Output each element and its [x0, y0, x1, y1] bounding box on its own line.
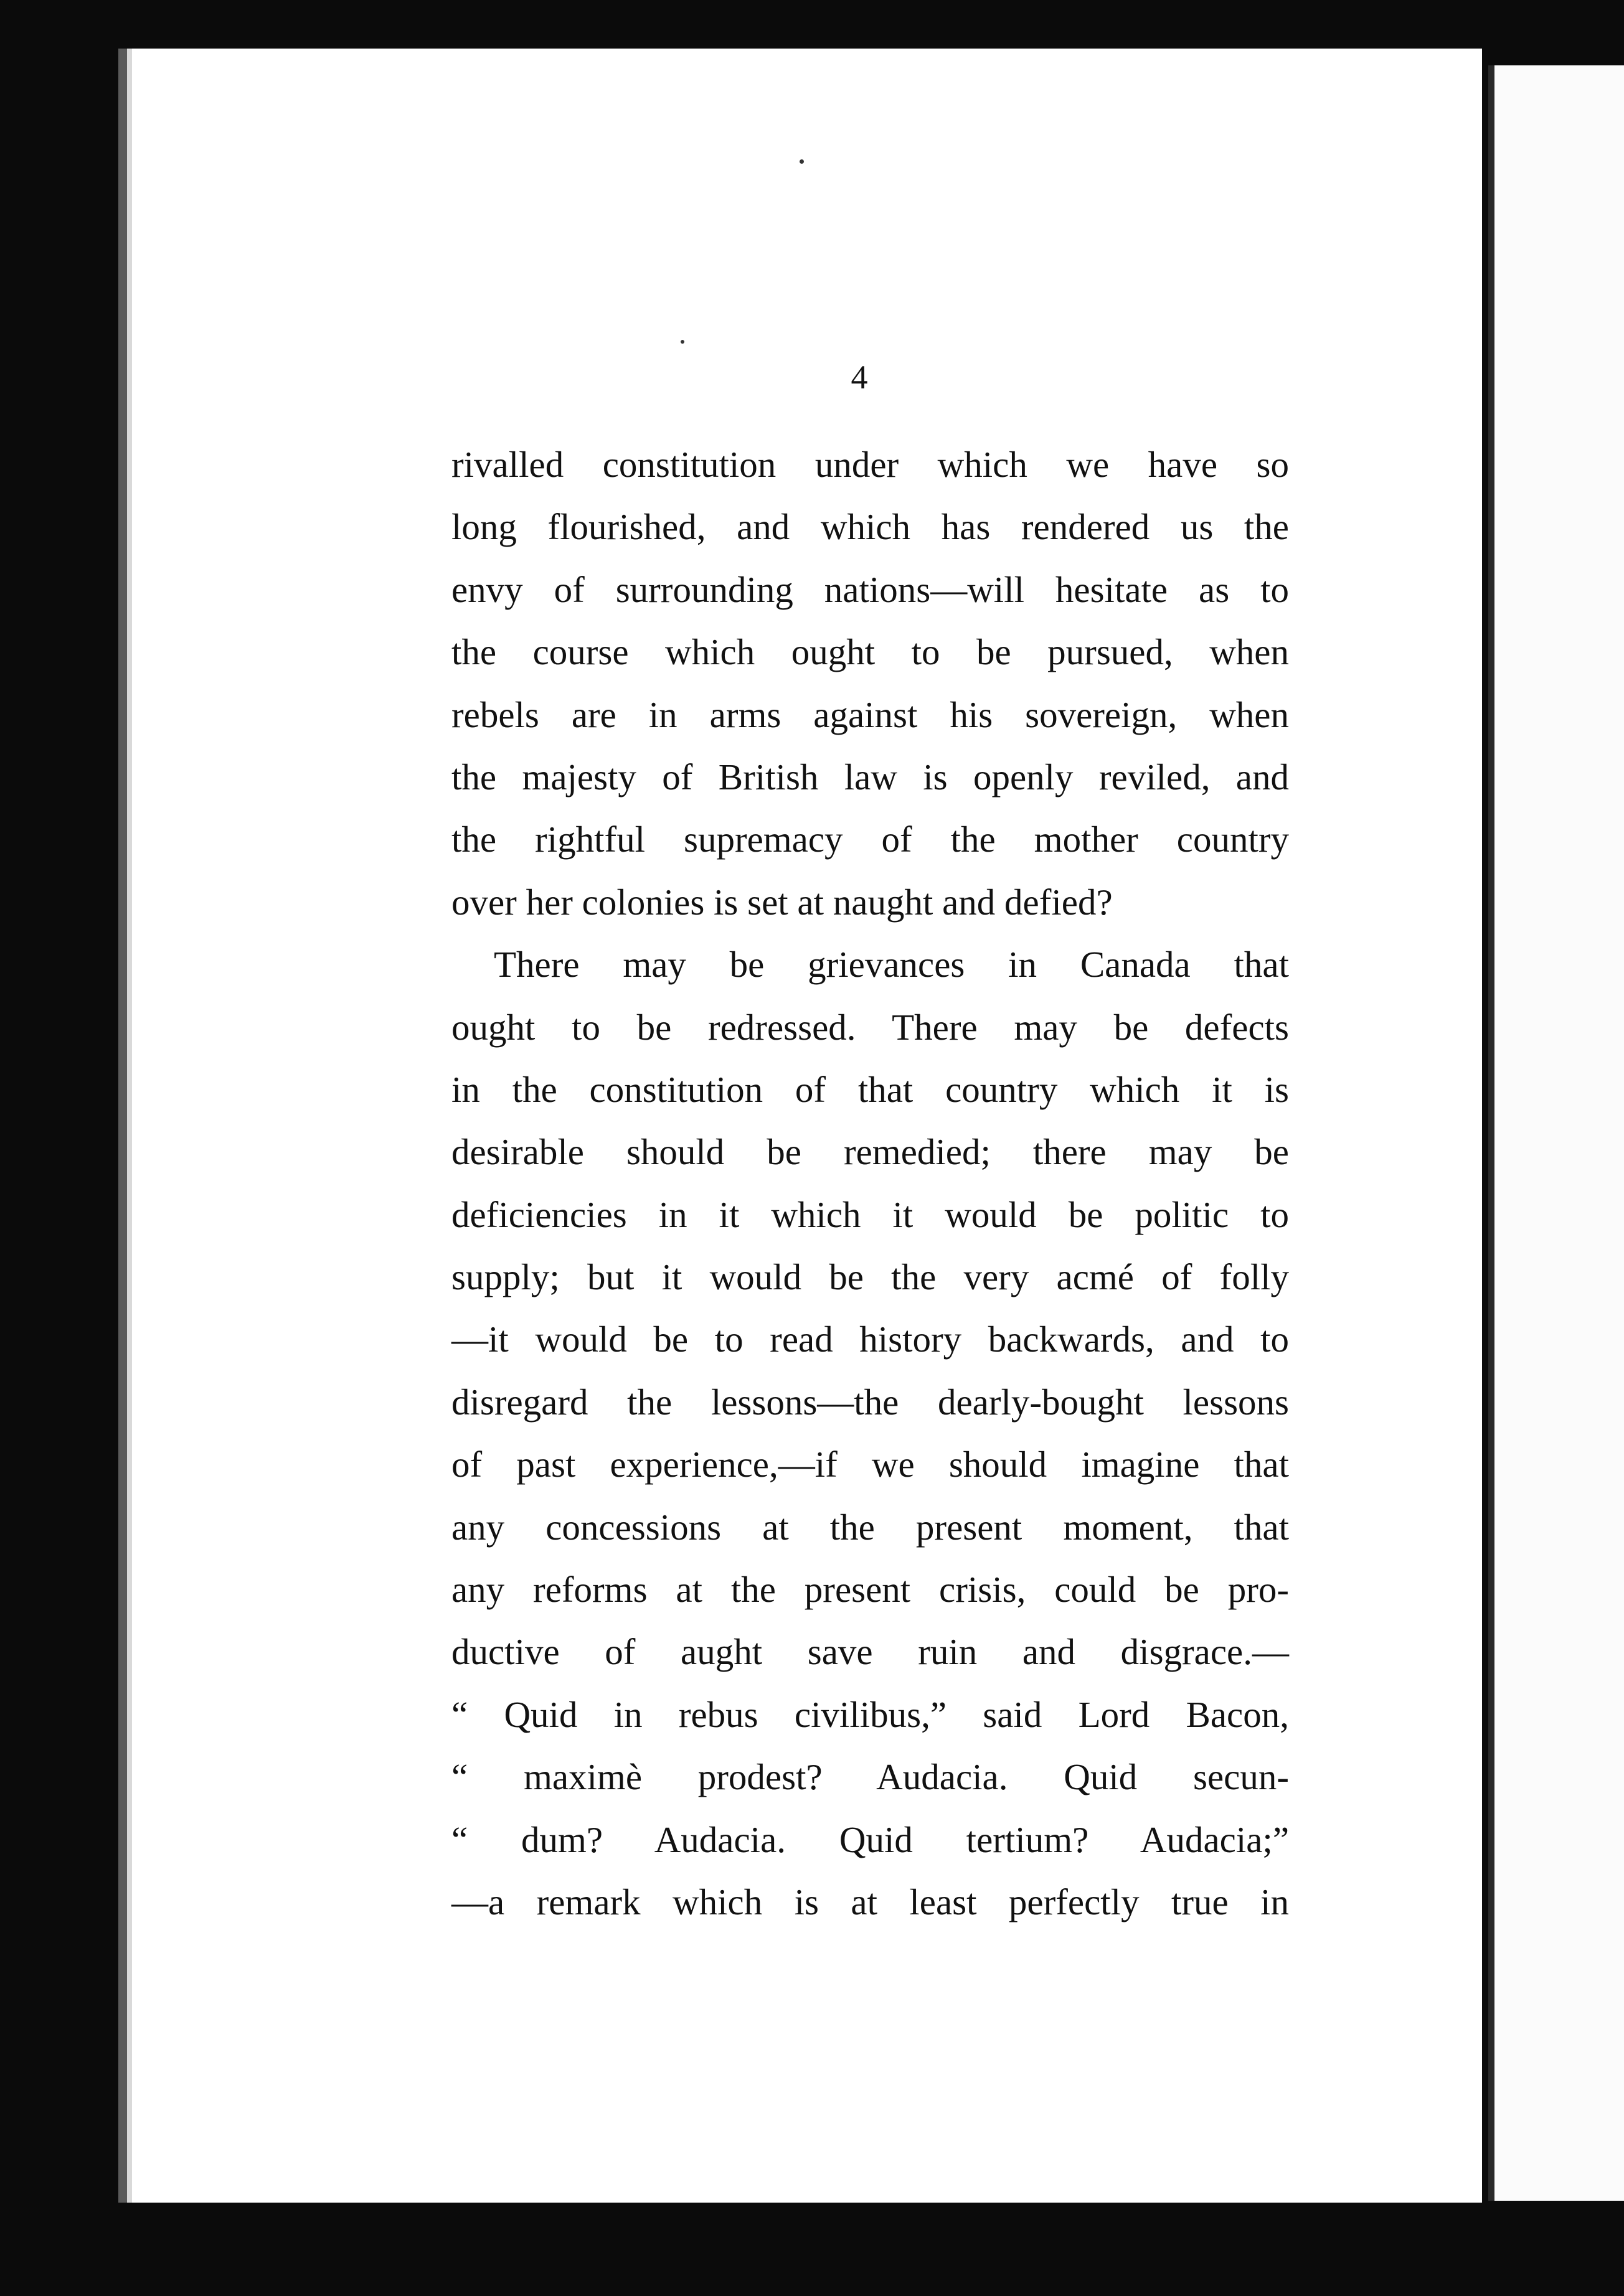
text-line: the course which ought to be pursued, when: [451, 631, 1289, 673]
text-line: envy of surrounding nations—will hesitate as to: [451, 568, 1289, 610]
ink-speck: [800, 159, 804, 164]
text-line: deficiencies in it which it would be politic to: [451, 1193, 1289, 1235]
text-line: any concessions at the present moment, that: [451, 1506, 1289, 1548]
adjacent-page-edge: [1488, 65, 1624, 2201]
text-line: rebels are in arms against his sovereign, when: [451, 694, 1289, 735]
text-line: “ maximè prodest? Audacia. Quid secun-: [451, 1756, 1289, 1798]
text-line: disregard the lessons—the dearly-bought lessons: [451, 1381, 1289, 1423]
text-line: any reforms at the present crisis, could be pro-: [451, 1569, 1289, 1611]
text-line: —a remark which is at least perfectly true in: [451, 1881, 1289, 1922]
text-line: of past experience,—if we should imagine that: [451, 1444, 1289, 1485]
text-line: ought to be redressed. There may be defects: [451, 1006, 1289, 1048]
text-line: in the constitution of that country which it is: [451, 1068, 1289, 1110]
text-line: —it would be to read history backwards, and to: [451, 1319, 1289, 1360]
text-line: There may be grievances in Canada that: [494, 944, 1289, 986]
text-line: the rightful supremacy of the mother country: [451, 819, 1289, 860]
text-line: over her colonies is set at naught and defied?: [451, 881, 1113, 923]
ink-speck: [681, 340, 684, 344]
text-line: desirable should be remedied; there may be: [451, 1131, 1289, 1173]
text-line: “ dum? Audacia. Quid tertium? Audacia;”: [451, 1818, 1289, 1860]
text-line: supply; but it would be the very acmé of folly: [451, 1256, 1289, 1298]
text-line: “ Quid in rebus civilibus,” said Lord Bacon,: [451, 1693, 1289, 1735]
text-line: long flourished, and which has rendered us the: [451, 506, 1289, 548]
text-line: rivalled constitution under which we have so: [451, 444, 1289, 485]
page-number: 4: [851, 359, 868, 396]
text-line: ductive of aught save ruin and disgrace.—: [451, 1631, 1289, 1673]
text-line: the majesty of British law is openly reviled, and: [451, 756, 1289, 797]
body-text: [451, 433, 1289, 1933]
